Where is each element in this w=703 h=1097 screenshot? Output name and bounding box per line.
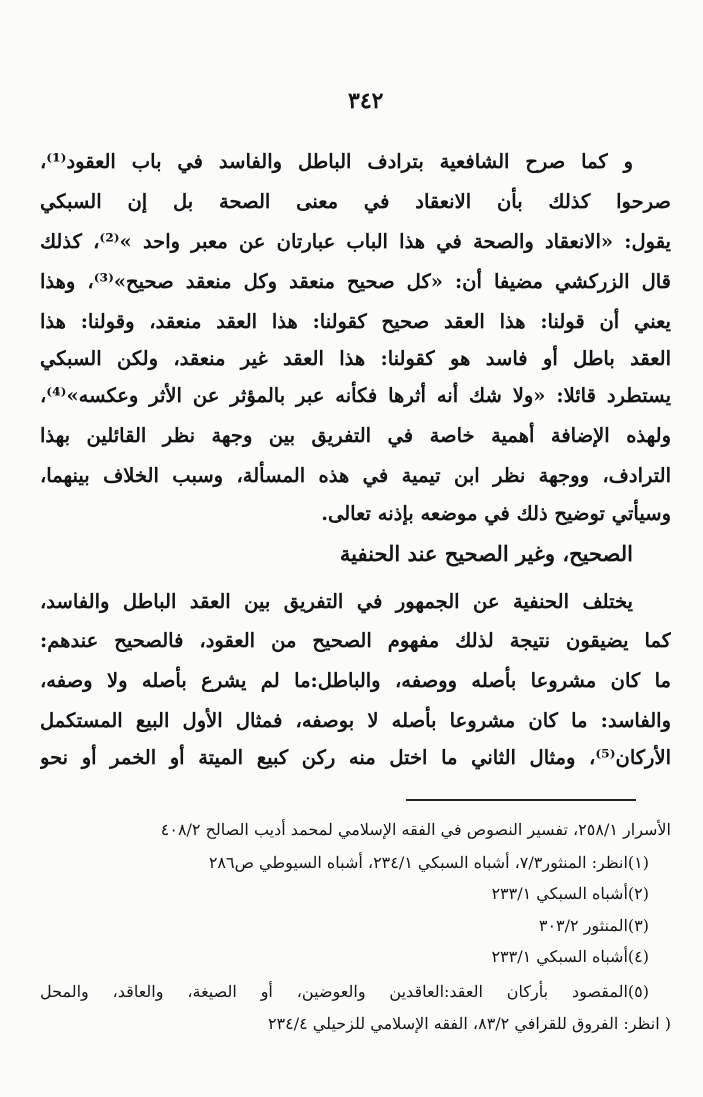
body-line: الأركان⁽⁵⁾، ومثال الثاني ما اختل منه ركن كبيع الميتة أو الخمر أو نحو: [40, 746, 671, 769]
body-line: الترادف، ووجهة نظر ابن تيمية في هذه المسألة، وسبب الخلاف بينهما،: [40, 464, 671, 487]
body-line: قال الزركشي مضيفا أن: «كل صحيح منعقد وكل منعقد صحيح»⁽³⁾، وهذا: [40, 270, 671, 293]
body-line: يعني أن قولنا: هذا العقد صحيح كقولنا: هذا العقد منعقد، وقولنا: هذا: [40, 310, 671, 333]
body-line: ما كان مشروعا بأصله ووصفه، والباطل:ما لم يشرع بأصله ولا وصفه،: [40, 669, 671, 692]
footnote-line: (٣)المنثور ٣٠٣/٢: [538, 916, 649, 935]
page-number: ٣٤٢: [348, 88, 384, 114]
body-line: كما يضيقون نتيجة لذلك مفهوم الصحيح من العقود، فالصحيح عندهم:: [40, 629, 671, 652]
body-line: يقول: «الانعقاد والصحة في هذا الباب عبارتان عن معبر واحد »⁽²⁾، كذلك: [40, 230, 671, 253]
body-line: والفاسد: ما كان مشروعا بأصله لا بوصفه، فمثال الأول البيع المستكمل: [40, 709, 671, 732]
footnote-separator: [406, 799, 636, 801]
footnote-line: (٤)أشباه السبكي ٢٣٣/١: [491, 947, 649, 966]
footnote-line: الأسرار ٢٥٨/١، تفسير النصوص في الفقه الإسلامي لمحمد أديب الصالح ٤٠٨/٢: [160, 820, 671, 839]
body-line: صرحوا كذلك بأن الانعقاد في معنى الصحة بل إن السبكي: [40, 190, 671, 213]
footnote-line: (١)انظر: المنثور٧/٣، أشباه السبكي ٢٣٤/١، أشباه السيوطي ص٢٨٦: [208, 853, 649, 872]
body-line: يستطرد قائلا: «ولا شك أنه أثرها فكأنه عبر بالمؤثر عن الأثر وعكسه»⁽⁴⁾،: [40, 384, 671, 407]
footnote-line: (٢)أشباه السبكي ٢٣٣/١: [491, 884, 649, 903]
footnote-line: ( انظر: الفروق للقرافي ٨٣/٢، الفقه الإسلامي للزحيلي ٢٣٤/٤: [267, 1014, 671, 1033]
body-line: و كما صرح الشافعية بترادف الباطل والفاسد في باب العقود⁽¹⁾،: [40, 150, 633, 173]
body-line: وسيأتي توضيح ذلك في موضعه بإذنه تعالى.: [321, 502, 671, 525]
section-heading: الصحيح، وغير الصحيح عند الحنفية: [339, 541, 633, 566]
body-line: يختلف الحنفية عن الجمهور في التفريق بين العقد الباطل والفاسد،: [40, 590, 633, 613]
body-line: ولهذه الإضافة أهمية خاصة في التفريق بين وجهة نظر القائلين بهذا: [40, 424, 671, 447]
body-line: العقد باطل أو فاسد هو كقولنا: هذا العقد غير منعقد، ولكن السبكي: [40, 347, 671, 370]
footnote-line: (٥)المقصود بأركان العقد:العاقدين والعوضين، أو الصيغة، والعاقد، والمحل: [40, 982, 649, 1001]
